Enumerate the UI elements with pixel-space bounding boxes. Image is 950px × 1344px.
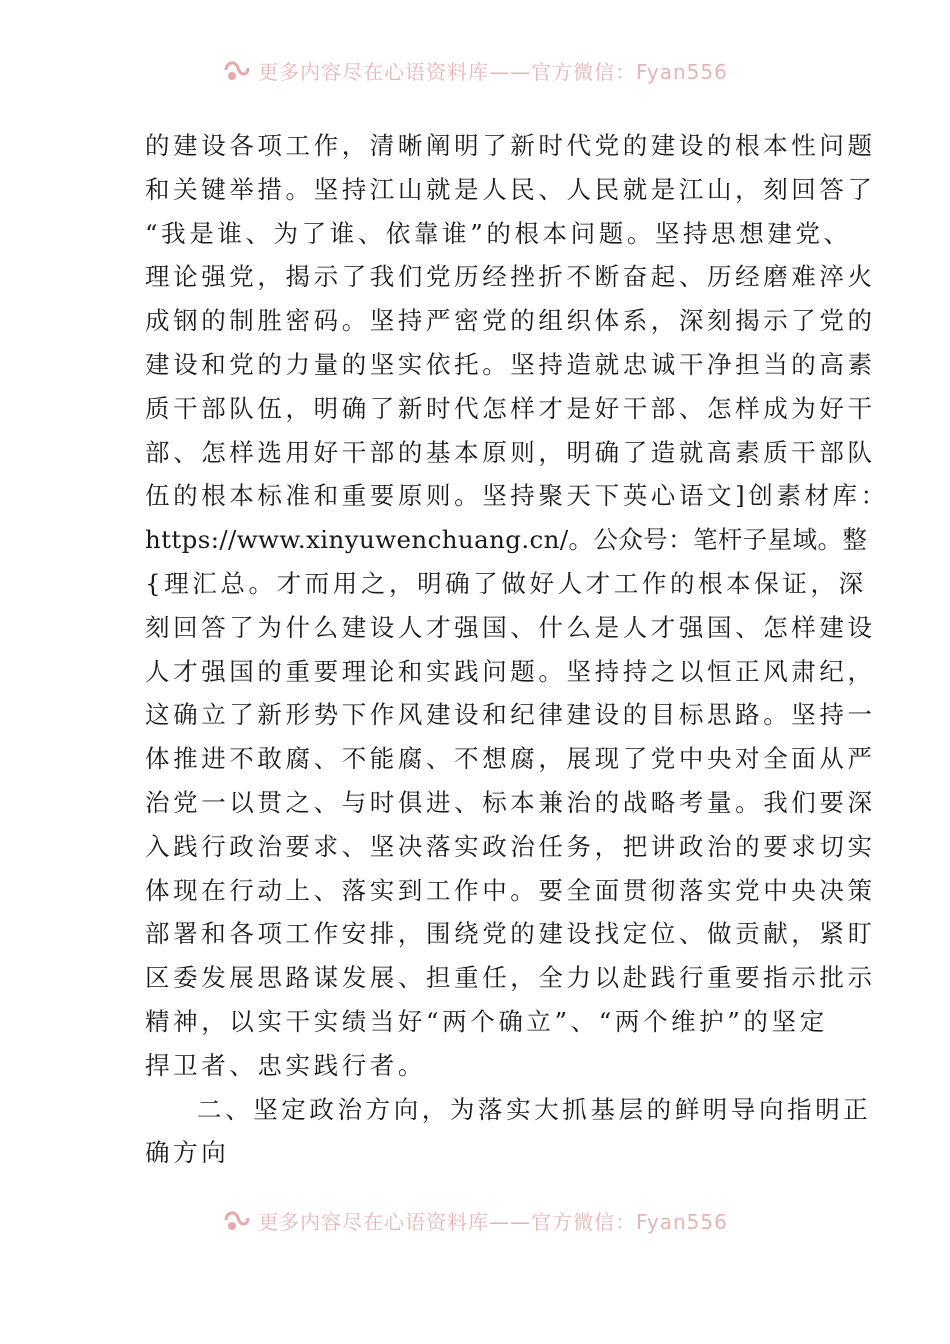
body-line: 人才强国的重要理论和实践问题。坚持持之以恒正风肃纪， [145, 656, 876, 686]
body-line: 治党一以贯之、与时俱进、标本兼治的战略考量。我们要深 [145, 787, 876, 817]
body-line: 伍的根本标准和重要原则。坚持聚天下英心语文]创素材库： [145, 481, 889, 511]
footer-watermark [0, 1200, 950, 1240]
body-line: {理汇总。才而用之，明确了做好人才工作的根本保证，深 [145, 568, 867, 598]
section-heading-continued: 确方向 [145, 1138, 230, 1168]
header-watermark [0, 50, 950, 90]
body-line: 这确立了新形势下作风建设和纪律建设的目标思路。坚持一 [145, 700, 876, 730]
body-line: 质干部队伍，明确了新时代怎样才是好干部、怎样成为好干 [145, 393, 876, 423]
body-line: 入践行政治要求、坚决落实政治任务，把讲政治的要求切实 [145, 831, 876, 861]
watermark-text: 更多内容尽在心语资料库——官方微信：Fyan556 [258, 1209, 728, 1234]
section-heading: 二、坚定政治方向，为落实大抓基层的鲜明导向指明正 [197, 1094, 872, 1124]
body-line: 理论强党，揭示了我们党历经挫折不断奋起、历经磨难淬火 [145, 262, 876, 292]
watermark-text: 更多内容尽在心语资料库——官方微信：Fyan556 [258, 59, 728, 84]
watermark-logo-icon [222, 56, 252, 84]
body-line: “我是谁、为了谁、依靠谁”的根本问题。坚持思想建党、 [145, 218, 852, 248]
body-line: 建设和党的力量的坚实依托。坚持造就忠诚干净担当的高素 [145, 349, 876, 379]
body-line: 部署和各项工作安排，围绕党的建设找定位、做贡献，紧盯 [145, 919, 876, 949]
document-body [145, 124, 889, 1175]
body-line-url: https://www.xinyuwenchuang.cn/。公众号：笔杆子星域。整 [145, 525, 868, 555]
body-line: 精神，以实干实绩当好“两个确立”、“两个维护”的坚定 [145, 1006, 828, 1036]
body-line: 和关键举措。坚持江山就是人民、人民就是江山，刻回答了 [145, 174, 876, 204]
body-line: 刻回答了为什么建设人才强国、什么是人才强国、怎样建设 [145, 612, 876, 642]
body-line: 体推进不敢腐、不能腐、不想腐，展现了党中央对全面从严 [145, 744, 876, 774]
body-line: 的建设各项工作，清晰阐明了新时代党的建设的根本性问题 [145, 131, 876, 160]
body-line: 区委发展思路谋发展、担重任，全力以赴践行重要指示批示 [145, 963, 876, 993]
body-line: 捍卫者、忠实践行者。 [145, 1050, 426, 1080]
body-line: 体现在行动上、落实到工作中。要全面贯彻落实党中央决策 [145, 875, 876, 905]
body-line: 部、怎样选用好干部的基本原则，明确了造就高素质干部队 [145, 437, 876, 467]
body-line: 成钢的制胜密码。坚持严密党的组织体系，深刻揭示了党的 [145, 306, 876, 336]
watermark-logo-icon [222, 1206, 252, 1234]
